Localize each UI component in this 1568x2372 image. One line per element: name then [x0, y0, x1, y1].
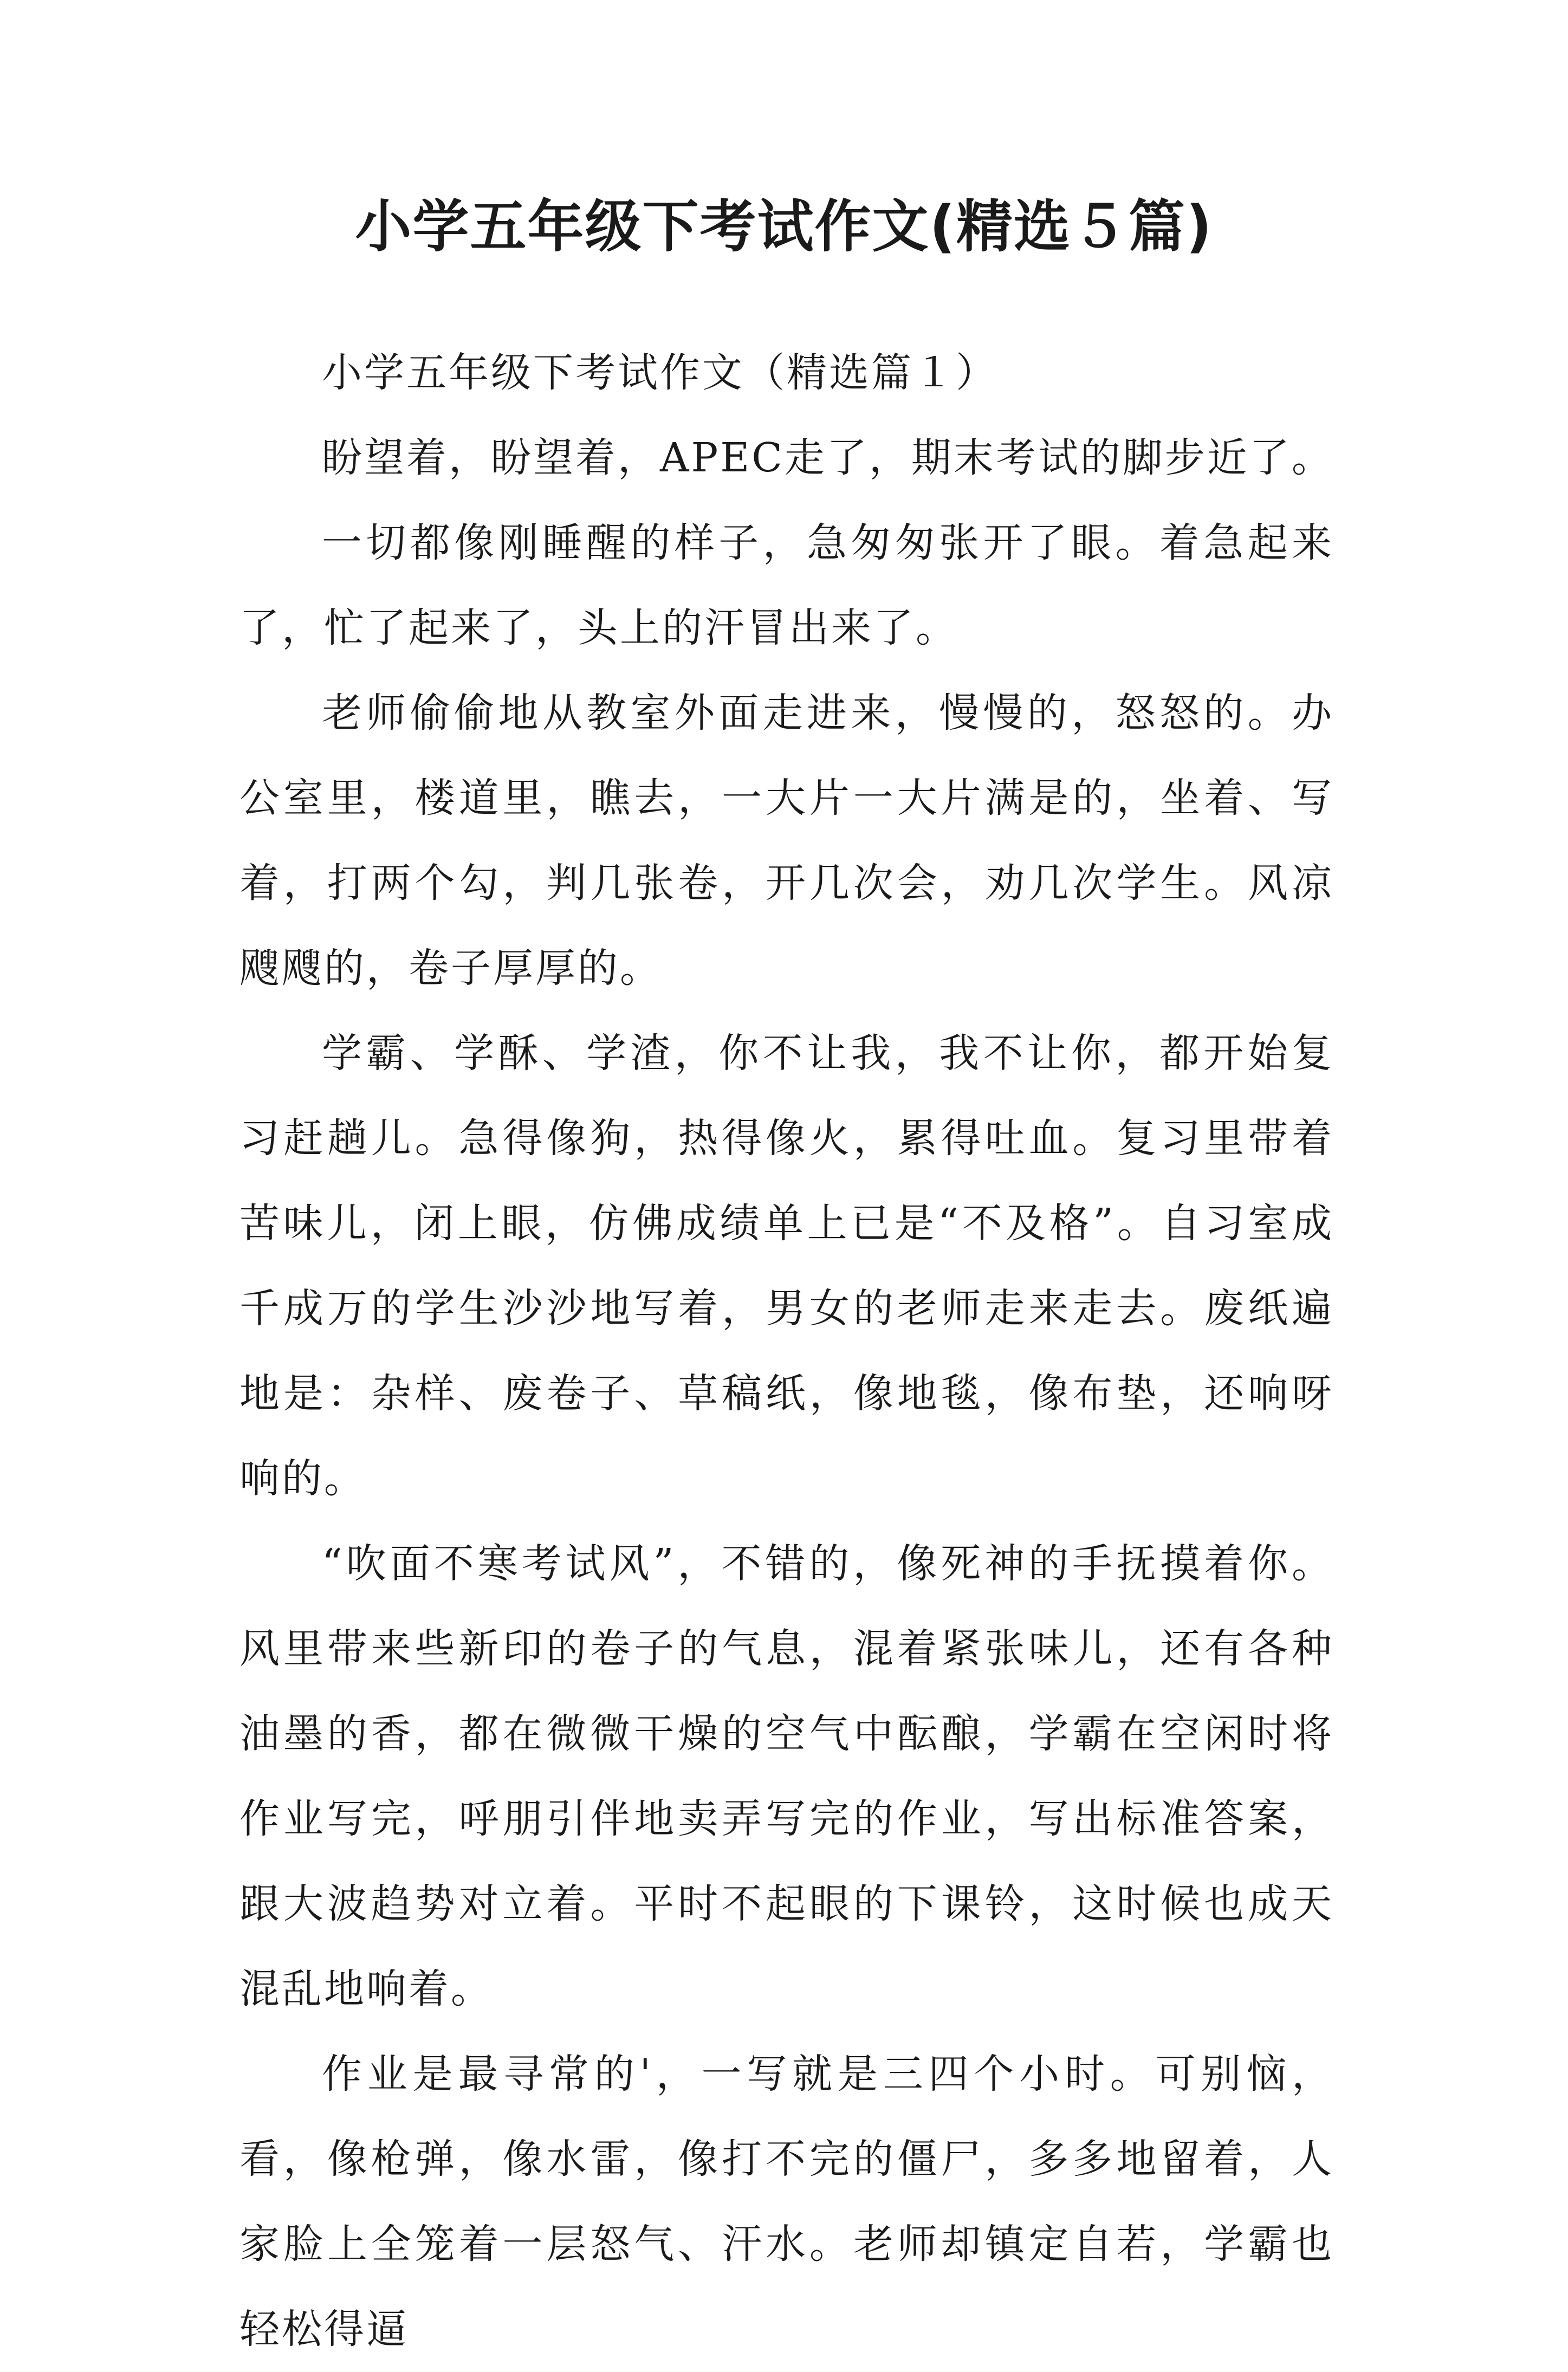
paragraph: 作业是最寻常的'，一写就是三四个小时。可别恼，看，像枪弹，像水雷，像打不完的僵尸，多多地留着，人家脸上全笼着一层怒气、汗水。老师却镇定自若，学霸也轻松得逼 — [239, 2051, 1334, 2352]
paragraph: 盼望着，盼望着，APEC走了，期末考试的脚步近了。 — [322, 435, 1334, 481]
paragraph: 老师偷偷地从教室外面走进来，慢慢的，怒怒的。办公室里，楼道里，瞧去，一大片一大片满是的，坐着、写着，打两个勾，判几张卷，开几次会，劝几次学生。风凉飕飕的，卷子厚厚的。 — [239, 690, 1334, 991]
paragraph: 一切都像刚睡醒的样子，急匆匆张开了眼。着急起来了，忙了起来了，头上的汗冒出来了。 — [239, 520, 1334, 651]
document-title: 小学五年级下考试作文(精选５篇) — [355, 193, 1213, 260]
paragraph: “吹面不寒考试风”，不错的，像死神的手抚摸着你。风里带来些新印的卷子的气息，混着紧张味儿，还有各种油墨的香，都在微微干燥的空气中酝酿，学霸在空闲时将作业写完，呼朋引伴地卖弄写完的作业，写出标准答案，跟大波趋势对立着。平时不起眼的下课铃，这时候也成天混乱地响着。 — [239, 1540, 1334, 2012]
paragraph: 学霸、学酥、学渣，你不让我，我不让你，都开始复习赶趟儿。急得像狗，热得像火，累得吐血。复习里带着苦味儿，闭上眼，仿佛成绩单上已是“不及格”。自习室成千成万的学生沙沙地写着，男女的老师走来走去。废纸遍地是：杂样、废卷子、草稿纸，像地毯，像布垫，还响呀响的。 — [239, 1030, 1334, 1502]
section-heading: 小学五年级下考试作文（精选篇１） — [322, 349, 998, 396]
document-body — [239, 330, 1334, 2372]
